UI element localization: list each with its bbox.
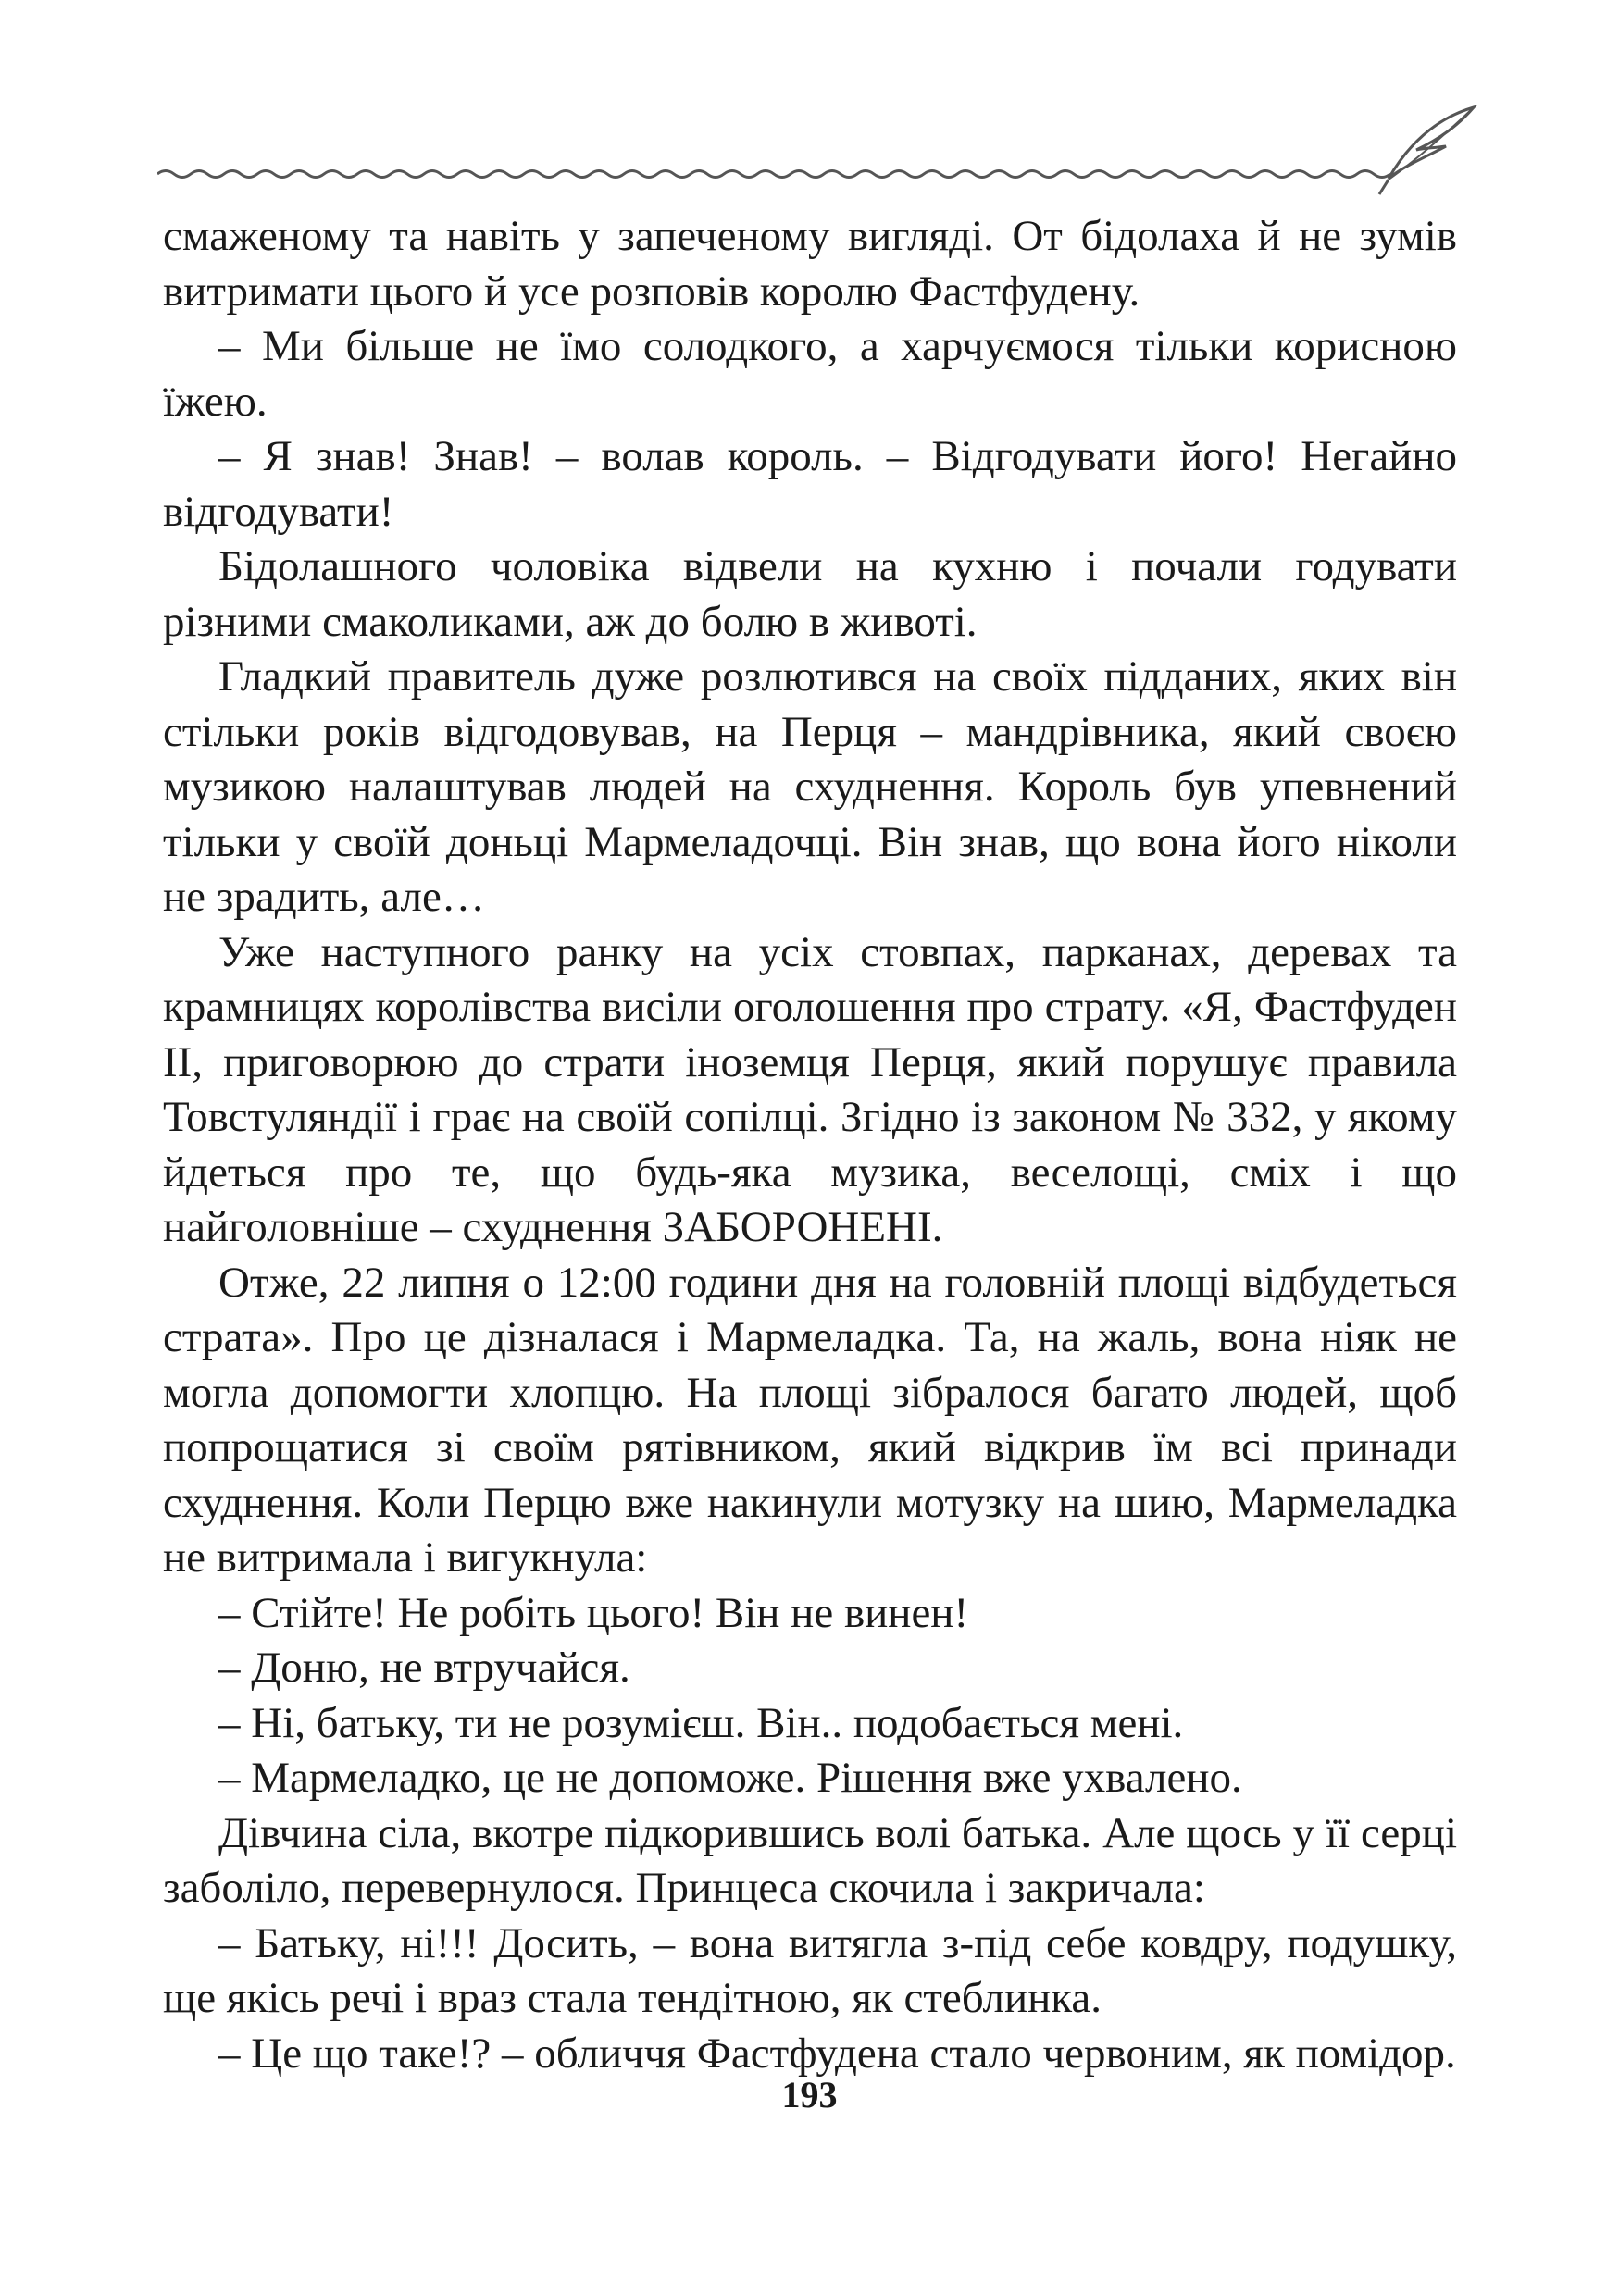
paragraph: Отже, 22 липня о 12:00 години дня на головній площі відбудеться страта». Про це дізналася і Мармеладка. Та, на жаль, вона ніяк не могла допомогти хлопцю. На площі зібралося багато людей, щоб попрощатися зі своїм рятівником, який відкрив їм всі принади схуднення. Коли Перцю вже накинули мотузку на шию, Мармеладка не витримала і вигукнула: bbox=[163, 1258, 1457, 1582]
paragraph: – Я знав! Знав! – волав король. – Відгодувати його! Негайно відгодувати! bbox=[163, 432, 1457, 536]
paragraph: Дівчина сіла, вкотре підкорившись волі батька. Але щось у її серці заболіло, перевернулося. Принцеса скочила і закричала: bbox=[163, 1808, 1457, 1912]
header-ornament bbox=[157, 100, 1490, 202]
paragraph: – Мармеладко, це не допоможе. Рішення вже ухвалено. bbox=[218, 1754, 1242, 1802]
paragraph: – Ні, батьку, ти не розумієш. Він.. подобається мені. bbox=[218, 1698, 1184, 1747]
paragraph: – Батьку, ні!!! Досить, – вона витягла з-під себе ковдру, подушку, ще якісь речі і враз стала тендітною, як стеблинка. bbox=[163, 1918, 1457, 2022]
paragraph: Бідолашного чоловіка відвели на кухню і почали годувати різними смаколиками, аж до болю в животі. bbox=[163, 542, 1457, 646]
paragraph: – Стійте! Не робіть цього! Він не винен! bbox=[218, 1588, 969, 1637]
paragraph: смаженому та навіть у запеченому вигляді. От бідолаха й не зумів витримати цього й усе розповів королю Фастфудену. bbox=[163, 212, 1457, 316]
paragraph: Уже наступного ранку на усіх стовпах, парканах, деревах та крамницях королівства висіли оголошення про страту. «Я, Фастфуден ІІ, приговорюю до страти іноземця Перця, який порушує правила Товстуляндії і грає на своїй сопілці. Згідно із законом № 332, у якому йдеться про те, що будь-яка музика, веселощі, сміх і що найголовніше – схуднення ЗАБОРОНЕНІ. bbox=[163, 927, 1457, 1251]
paragraph: Гладкий правитель дуже розлютився на своїх підданих, яких він стільки років відгодовував, на Перця – мандрівника, який своєю музикою налаштував людей на схуднення. Король був упевнений тільки у своїй доньці Мармеладочці. Він знав, що вона його ніколи не зрадить, але… bbox=[163, 652, 1457, 921]
body-text bbox=[163, 209, 1457, 2081]
quill-icon bbox=[1379, 107, 1474, 194]
paragraph: – Доню, не втручайся. bbox=[218, 1644, 630, 1692]
wavy-line bbox=[157, 171, 1390, 178]
paragraph: – Це що таке!? – обличчя Фастфудена стало червоним, як помідор. bbox=[218, 2029, 1456, 2078]
paragraph: – Ми більше не їмо солодкого, а харчуємося тільки корисною їжею. bbox=[163, 322, 1457, 426]
page-number: 193 bbox=[781, 2074, 838, 2116]
